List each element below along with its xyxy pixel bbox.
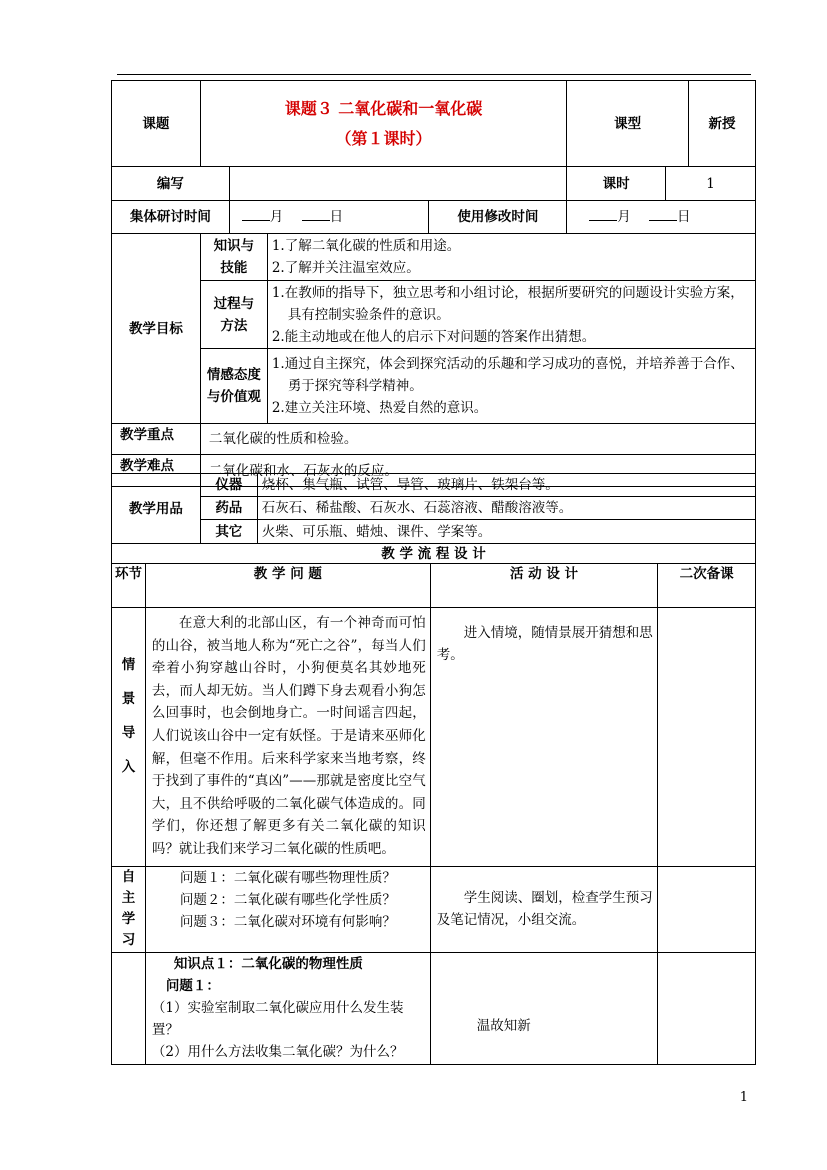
knowledge1-notes xyxy=(658,953,756,1065)
flow-title: 教 学 流 程 设 计 xyxy=(112,544,756,564)
stage-char: 自 xyxy=(121,869,136,885)
type-value: 新授 xyxy=(689,81,756,167)
flow-table xyxy=(111,543,756,1065)
col-activity: 活 动 设 计 xyxy=(430,564,657,608)
intro-problem: 在意大利的北部山区，有一个神奇而可怕的山谷，被当地人称为“死亡之谷”，每当人们牵着小狗穿越山谷时，小狗便莫名其妙地死去，而人却无妨。当人们蹲下身去观看小狗怎么回事时，也会倒地身亡。一时间谣言四起，人们说该山谷中一定有妖怪。于是请来巫师化解，但毫不作用。后来科学家来当地考察，终于找到了事件的“真凶”——那就是密度比空气大，且不供给呼吸的二氧化碳气体造成的。同学们，你还想了解更多有关二氧化碳的知识吗？就让我们来学习二氧化碳的性质吧。 xyxy=(145,608,430,867)
process-items xyxy=(267,281,755,349)
instruments-value: 烧杯、集气瓶、试管、导管、玻璃片、铁架台等。 xyxy=(257,474,755,497)
stage-char: 入 xyxy=(121,759,136,775)
intro-stage xyxy=(112,608,146,867)
intro-activity: 进入情境，随情景展开猜想和思考。 xyxy=(430,608,657,867)
reagents-label: 药品 xyxy=(200,497,257,520)
header-rule xyxy=(117,74,751,75)
difficult-point-label: 教学难点 xyxy=(112,455,201,487)
knowledge1-stage xyxy=(112,953,146,1065)
process-item: 2.能主动地或在他人的启示下对问题的答案作出猜想。 xyxy=(271,328,596,345)
lesson-title: 课题３ 二氧化碳和一氧化碳 xyxy=(284,98,483,118)
key-point-label: 教学重点 xyxy=(112,424,201,455)
knowledge1-activity: 温故知新 xyxy=(430,953,657,1065)
self-study-notes xyxy=(658,867,756,953)
group-date-label: 集体研讨时间 xyxy=(112,201,230,234)
use-date-label: 使用修改时间 xyxy=(429,201,567,234)
lesson-subtitle: （第１课时） xyxy=(335,128,432,148)
col-notes: 二次备课 xyxy=(658,564,756,608)
knowledge1-problem xyxy=(145,953,430,1065)
knowledge1-heading: 知识点１：二氧化碳的物理性质 xyxy=(173,956,363,972)
stage-char: 情 xyxy=(121,657,136,673)
process-label: 过程与方法 xyxy=(200,281,267,349)
emotion-label: 情感态度与价值观 xyxy=(200,349,267,424)
objectives-table xyxy=(111,233,756,487)
info-table xyxy=(111,80,756,234)
intro-notes xyxy=(658,608,756,867)
self-study-stage xyxy=(112,867,146,953)
page-number: 1 xyxy=(739,1090,748,1105)
difficult-point-value: 二氧化碳和水、石灰水的反应。 xyxy=(200,455,755,487)
use-date-value: 月 日 xyxy=(567,201,756,234)
knowledge-label: 知识与技能 xyxy=(200,234,267,281)
lesson-title-cell xyxy=(200,81,566,167)
materials-table xyxy=(111,473,756,544)
materials-label: 教学用品 xyxy=(112,474,201,544)
knowledge-items xyxy=(267,234,755,281)
objectives-label: 教学目标 xyxy=(112,234,201,424)
knowledge1-item: （1）实验室制取二氧化碳应用什么发生装置？ xyxy=(151,1000,404,1038)
key-point-value: 二氧化碳的性质和检验。 xyxy=(200,424,755,455)
emotion-items xyxy=(267,349,755,424)
topic-label: 课题 xyxy=(112,81,201,167)
question-item: 问题２：二氧化碳有哪些化学性质？ xyxy=(179,892,396,908)
self-study-activity: 学生阅读、圈划，检查学生预习及笔记情况，小组交流。 xyxy=(430,867,657,953)
period-label: 课时 xyxy=(567,167,666,201)
reagents-value: 石灰石、稀盐酸、石灰水、石蕊溶液、醋酸溶液等。 xyxy=(257,497,755,520)
stage-char: 学 xyxy=(121,911,136,927)
other-label: 其它 xyxy=(200,520,257,544)
stage-char: 习 xyxy=(121,932,136,948)
self-study-questions xyxy=(145,867,430,953)
editor-label: 编写 xyxy=(112,167,230,201)
emotion-item: 2.建立关注环境、热爱自然的意识。 xyxy=(271,400,488,416)
group-date-value: 月 日 xyxy=(229,201,429,234)
knowledge-item: 1.了解二氧化碳的性质和用途。 xyxy=(271,238,461,254)
knowledge1-sub: 问题１： xyxy=(165,978,220,994)
emotion-item: 1.通过自主探究，体会到探究活动的乐趣和学习成功的喜悦，并培养善于合作、勇于探究等科学精神。 xyxy=(271,356,744,394)
col-stage: 环节 xyxy=(112,564,146,608)
stage-char: 主 xyxy=(121,890,136,906)
knowledge1-item: （2）用什么方法收集二氧化碳？为什么？ xyxy=(151,1044,404,1060)
stage-char: 导 xyxy=(121,725,136,741)
col-problem: 教 学 问 题 xyxy=(145,564,430,608)
stage-char: 景 xyxy=(121,691,136,707)
editor-value xyxy=(229,167,566,201)
question-item: 问题１：二氧化碳有哪些物理性质？ xyxy=(179,870,396,886)
question-item: 问题３：二氧化碳对环境有何影响？ xyxy=(179,914,396,930)
other-value: 火柴、可乐瓶、蜡烛、课件、学案等。 xyxy=(257,520,755,544)
process-item: 1.在教师的指导下，独立思考和小组讨论，根据所要研究的问题设计实验方案，具有控制实验条件的意识。 xyxy=(271,284,744,323)
knowledge-item: 2.了解并关注温室效应。 xyxy=(271,260,420,276)
instruments-label: 仪器 xyxy=(200,474,257,497)
period-value: 1 xyxy=(666,167,756,201)
type-label: 课型 xyxy=(567,81,689,167)
